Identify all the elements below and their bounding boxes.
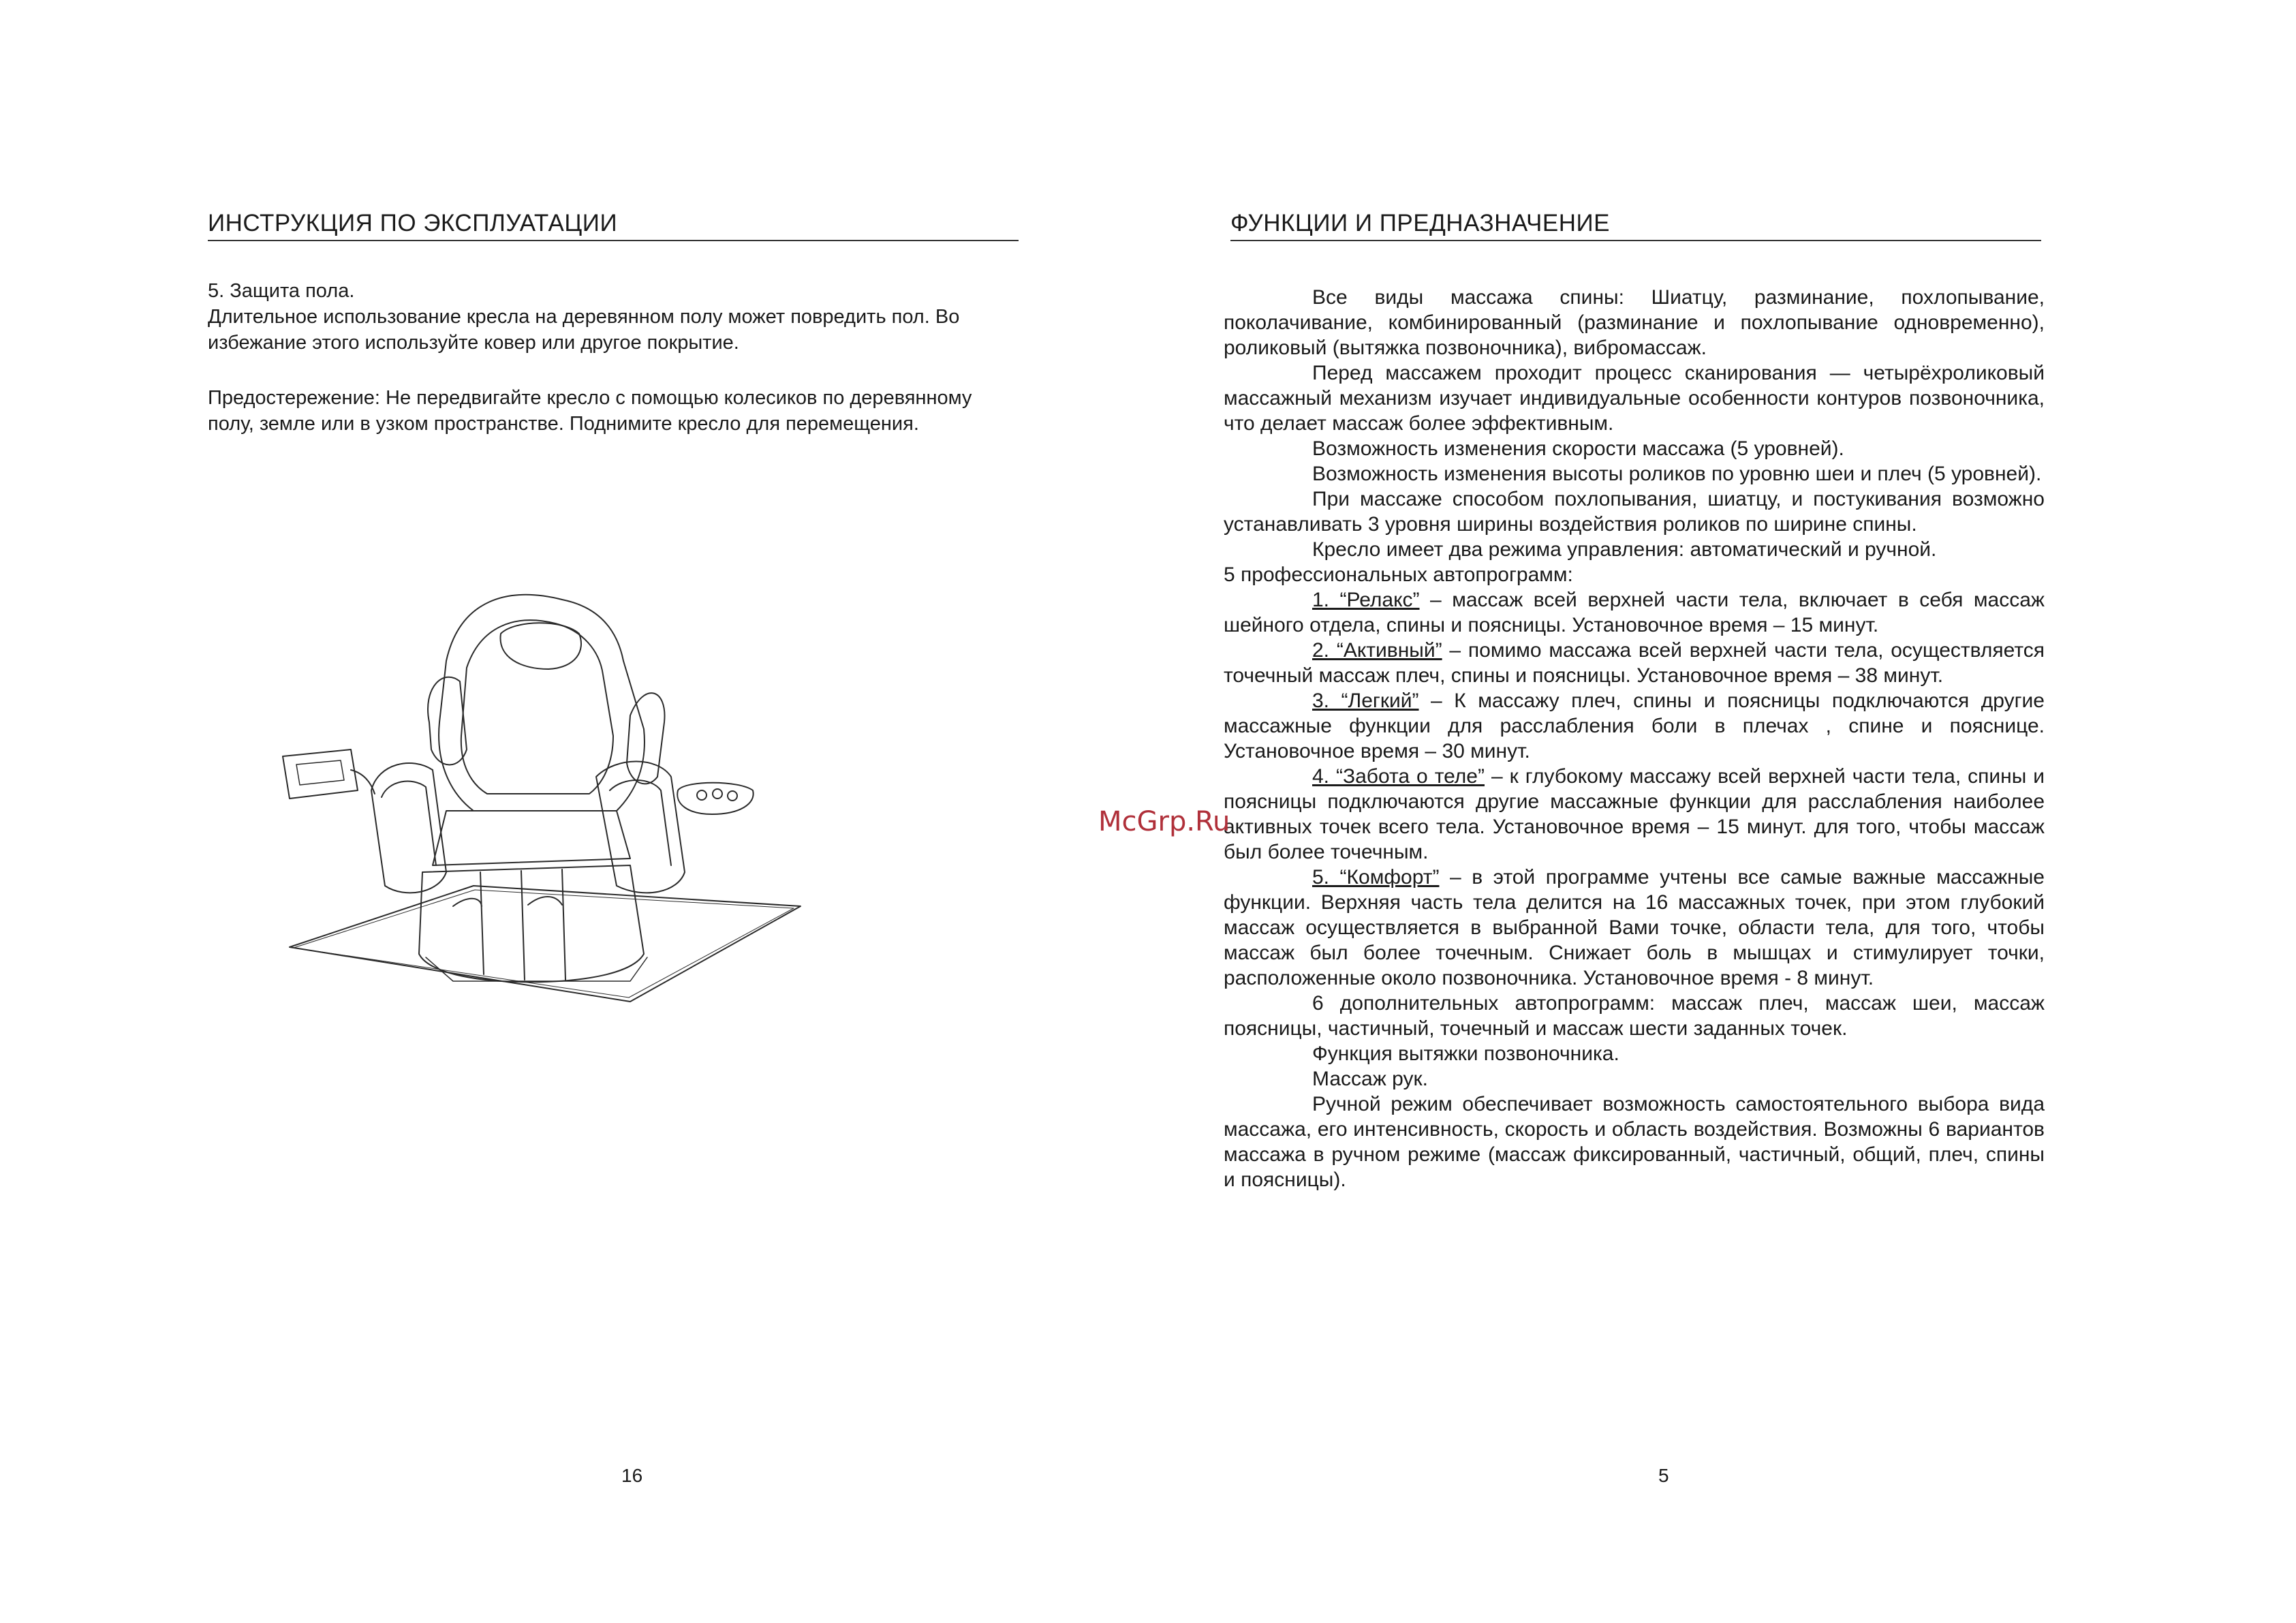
floor-protection-section — [208, 278, 1019, 356]
functions-paragraph: Перед массажем проходит процесс сканирования — четырёхроликовый массажный механизм изучает индивидуальные особенности контуров позвоночника, что делает массаж более эффективным. — [1224, 362, 2045, 435]
program-name: 1. “Релакс” — [1312, 589, 1420, 611]
functions-paragraph: Кресло имеет два режима управления: автоматический и ручной. — [1312, 538, 1937, 561]
functions-paragraph: Возможность изменения скорости массажа (5 уровней). — [1312, 437, 1844, 460]
program-description: – помимо массажа всей верхней части тела, осуществляется точечный массаж плеч, спины и поясницы. Установочное время – 38 минут. — [1224, 639, 2045, 687]
functions-paragraph: Возможность изменения высоты роликов по уровню шеи и плеч (5 уровней). — [1312, 463, 2042, 485]
warning-text: Предостережение: Не передвигайте кресло с помощью колесиков по деревянному полу, земле или в узком пространстве. Поднимите кресло для перемещения. — [208, 387, 972, 435]
program-item — [1224, 764, 2045, 865]
program-name: 5. “Комфорт” — [1312, 866, 1440, 888]
program-description: – массаж всей верхней части тела, включает в себя массаж шейного отдела, спины и поясницы. Установочное время – 15 минут. — [1224, 589, 2045, 636]
hand-massage-paragraph: Массаж рук. — [1312, 1068, 1428, 1090]
program-description: – в этой программе учтены все самые важные массажные функции. Верхняя часть тела делится на 16 массажных точек, при этом глубокий массаж осуществляется в выбранной Вами точке, области тела, для того, чтобы массаж был более точечным. Снижает боль в мышцах и стимулирует точки, расположенные около позвоночника. Установочное время - 8 минут. — [1224, 866, 2045, 989]
right-page-title: ФУНКЦИИ И ПРЕДНАЗНАЧЕНИЕ — [1230, 210, 2041, 241]
program-description: – к глубокому массажу всей верхней части тела, спины и поясницы подключаются другие массажные функции для расслабления наиболее активных точек всего тела. Установочное время – 15 минут. для того, чтобы массаж был более точечным. — [1224, 765, 2045, 863]
program-item — [1224, 865, 2045, 991]
watermark: McGrp.Ru — [1098, 806, 1230, 837]
program-name: 2. “Активный” — [1312, 639, 1442, 662]
functions-paragraph: Все виды массажа спины: Шиатцу, разминание, похлопывание, поколачивание, комбинированный (разминание и похлопывание одновременно), роликовый (вытяжка позвоночника), вибромассаж. — [1224, 286, 2045, 359]
program-item — [1224, 587, 2045, 638]
extra-programs-paragraph: 6 дополнительных автопрограмм: массаж плеч, массаж шеи, массаж поясницы, частичный, точечный и массаж шести заданных точек. — [1224, 992, 2045, 1040]
floor-protection-text: Длительное использование кресла на деревянном полу может повредить пол. Во избежание этого используйте ковер или другое покрытие. — [208, 306, 960, 354]
floor-protection-heading: 5. Защита пола. — [208, 280, 355, 302]
functions-paragraph: При массаже способом похлопывания, шиатцу, и постукивания возможно устанавливать 3 уровня ширины воздействия роликов по ширине спины. — [1224, 488, 2045, 536]
program-description: – К массажу плеч, спины и поясницы подключаются другие массажные функции для расслабления боли в плечах , спине и пояснице. Установочное время – 30 минут. — [1224, 690, 2045, 762]
left-page-title: ИНСТРУКЦИЯ ПО ЭКСПЛУАТАЦИИ — [208, 210, 1019, 241]
autoprograms-heading: 5 профессиональных автопрограмм: — [1224, 563, 1573, 586]
chair-backrest — [439, 595, 645, 811]
chair-legrest — [419, 865, 644, 982]
right-armrest — [596, 762, 685, 893]
massage-chair-illustration — [276, 586, 814, 1008]
program-item — [1224, 638, 2045, 688]
spine-stretch-paragraph: Функция вытяжки позвоночника. — [1312, 1042, 1619, 1065]
remote-control-icon — [283, 749, 358, 799]
manual-mode-paragraph: Ручной режим обеспечивает возможность самостоятельного выбора вида массажа, его интенсивность, скорость и область воздействия. Возможны 6 вариантов массажа в ручном режиме (массаж фиксированный, частичный, общий, плеч, спины и поясницы). — [1224, 1093, 2045, 1191]
right-page-number: 5 — [1658, 1465, 1669, 1486]
program-name: 3. “Легкий” — [1312, 690, 1419, 712]
program-name: 4. “Забота о теле” — [1312, 765, 1485, 788]
left-armrest — [371, 763, 446, 893]
chair-seat — [433, 811, 630, 865]
left-page-number: 16 — [621, 1465, 643, 1486]
floor-mat — [290, 886, 801, 1002]
program-item — [1224, 688, 2045, 764]
functions-text — [1224, 285, 2045, 1192]
